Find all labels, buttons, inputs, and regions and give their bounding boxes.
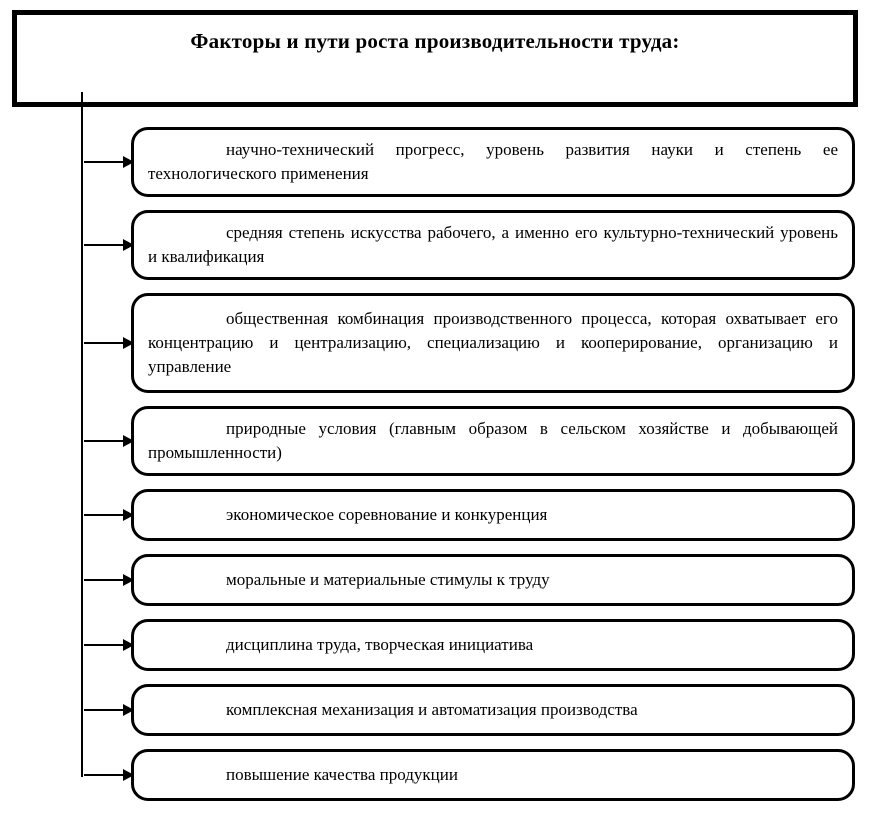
factor-text: повышение качества продукции [226,765,458,784]
factor-text: средняя степень искусства рабочего, а именно его культурно-технический уровень и квалификация [148,223,838,266]
arrow-right-icon [84,514,124,516]
factor-list [131,127,855,801]
factor-box-9 [131,749,855,801]
factor-box-8 [131,684,855,736]
factor-text: моральные и материальные стимулы к труду [226,570,550,589]
arrow-right-icon [84,161,124,163]
factor-box-5 [131,489,855,541]
factor-text: экономическое соревнование и конкуренция [226,505,548,524]
factor-box-3 [131,293,855,393]
trunk-connector-line [81,92,83,777]
arrow-right-icon [84,644,124,646]
arrow-right-icon [84,774,124,776]
factor-text: дисциплина труда, творческая инициатива [226,635,534,654]
arrow-right-icon [84,709,124,711]
arrow-right-icon [84,579,124,581]
factor-box-4 [131,406,855,476]
factor-box-1 [131,127,855,197]
factor-text: комплексная механизация и автоматизация производства [226,700,638,719]
factor-text: природные условия (главным образом в сельском хозяйстве и добывающей промышленности) [148,419,838,462]
arrow-right-icon [84,440,124,442]
factor-text: общественная комбинация производственного процесса, которая охватывает его концентрацию и централизацию, специализацию и кооперирование, организацию и управление [148,309,838,376]
factor-text: научно-технический прогресс, уровень развития науки и степень ее технологического применения [148,140,838,183]
factor-box-6 [131,554,855,606]
factor-box-7 [131,619,855,671]
arrow-right-icon [84,244,124,246]
factor-box-2 [131,210,855,280]
diagram-title: Факторы и пути роста производительности труда: [190,29,680,53]
diagram-title-box [12,10,858,107]
arrow-right-icon [84,342,124,344]
